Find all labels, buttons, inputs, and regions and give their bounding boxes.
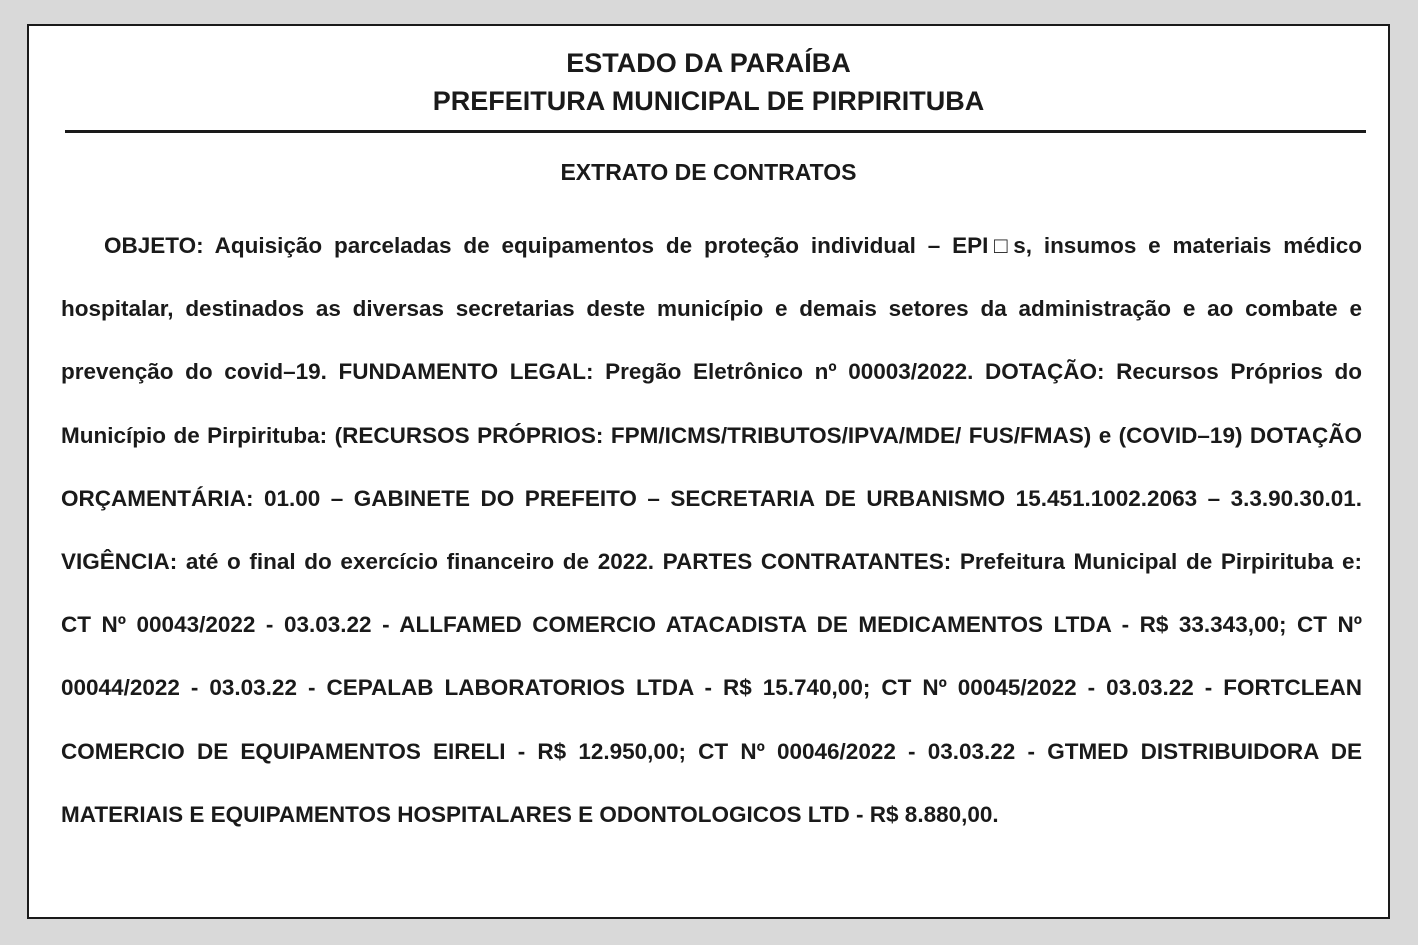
notice-frame — [27, 24, 1390, 919]
document-title: EXTRATO DE CONTRATOS — [560, 159, 857, 185]
municipality-heading: PREFEITURA MUNICIPAL DE PIRPIRITUBA — [432, 86, 985, 116]
state-heading: ESTADO DA PARAÍBA — [566, 48, 851, 78]
header-divider — [65, 130, 1366, 133]
contract-extract-body: OBJETO: Aquisição parceladas de equipamentos de proteção individual – EPI□s, insumos e materiais médico hospitalar, destinados as diversas secretarias deste município e demais setores da administração e ao combate e prevenção do covid–19. FUNDAMENTO LEGAL: Pregão Eletrônico nº 00003/2022. DOTAÇÃO: Recursos Próprios do Município de Pirpirituba: (RECURSOS PRÓPRIOS: FPM/ICMS/TRIBUTOS/IPVA/MDE/ FUS/FMAS) e (COVID–19) DOTAÇÃO ORÇAMENTÁRIA: 01.00 – GABINETE DO PREFEITO – SECRETARIA DE URBANISMO 15.451.1002.2063 – 3.3.90.30.01. VIGÊNCIA: até o final do exercício financeiro de 2022. PARTES CONTRATANTES: Prefeitura Municipal de Pirpirituba e: CT Nº 00043/2022 - 03.03.22 - ALLFAMED COMERCIO ATACADISTA DE MEDICAMENTOS LTDA - R$ 33.343,00; CT Nº 00044/2022 - 03.03.22 - CEPALAB LABORATORIOS LTDA - R$ 15.740,00; CT Nº 00045/2022 - 03.03.22 - FORTCLEAN COMERCIO DE EQUIPAMENTOS EIRELI - R$ 12.950,00; CT Nº 00046/2022 - 03.03.22 - GTMED DISTRIBUIDORA DE MATERIAIS E EQUIPAMENTOS HOSPITALARES E ODONTOLOGICOS LTD - R$ 8.880,00. — [61, 233, 1362, 827]
notice-header — [29, 44, 1388, 120]
